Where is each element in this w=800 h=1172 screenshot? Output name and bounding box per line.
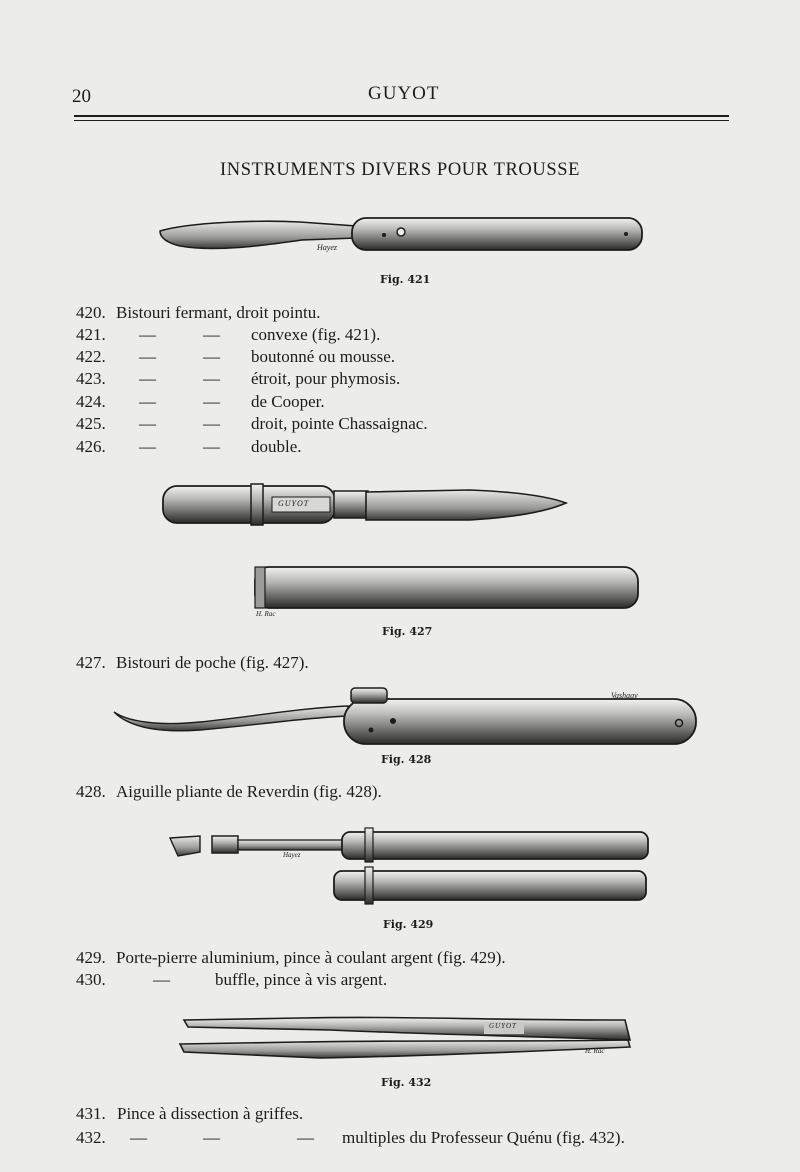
list-item (0, 391, 800, 413)
fig-432-forceps-drawing (180, 1017, 630, 1058)
fig-427-caption: Fig. 427 (382, 625, 433, 638)
list-item (0, 324, 800, 346)
fig-428-thumb-wheel (351, 688, 387, 703)
ditto-dash: — (139, 347, 156, 366)
item-text: étroit, pour phymosis. (251, 369, 401, 388)
item-number: 421. (76, 325, 106, 344)
fig-427-blade (366, 490, 566, 520)
fig-429-jaws (170, 836, 200, 856)
item-number: 425. (76, 414, 106, 433)
page-number: 20 (72, 86, 91, 107)
item-text: Bistouri fermant, droit pointu. (116, 303, 321, 322)
ditto-dash: — (203, 347, 220, 366)
fig-427-bolster (334, 491, 368, 518)
fig-429-holder-tube (342, 832, 648, 859)
ditto-dash: — (203, 414, 220, 433)
fig-429-cap-tube (334, 871, 646, 900)
fig-432-stamp: GUYOT (489, 1022, 517, 1030)
list-item (0, 368, 800, 390)
list-item (0, 947, 800, 969)
item-text: double. (251, 437, 302, 456)
fig-429-holder-collar (365, 828, 373, 862)
ditto-dash: — (297, 1128, 314, 1147)
fig-421-pivot (397, 228, 405, 236)
item-number: 432. (76, 1128, 106, 1147)
fig-427-sheath (255, 567, 638, 608)
item-number: 430. (76, 970, 106, 989)
item-number: 420. (76, 303, 106, 322)
fig-427-ferrule (251, 484, 263, 525)
list-item (0, 413, 800, 435)
item-text: boutonné ou mousse. (251, 347, 396, 366)
ditto-dash: — (203, 369, 220, 388)
ditto-dash: — (130, 1128, 147, 1147)
fig-432-lower-arm (180, 1040, 630, 1058)
ditto-dash: — (139, 414, 156, 433)
list-item (0, 781, 800, 803)
section-title: INSTRUMENTS DIVERS POUR TROUSSE (219, 160, 581, 180)
list-item (0, 969, 800, 991)
fig-432-engraver: H. Rac (585, 1047, 605, 1055)
item-number: 427. (76, 653, 106, 672)
fig-427-sheath-mouth (255, 567, 265, 608)
fig-421-handle (352, 218, 642, 250)
item-number: 424. (76, 392, 106, 411)
fig-429-engraver: Hayez (283, 851, 301, 859)
item-text: multiples du Professeur Quénu (fig. 432). (342, 1128, 625, 1147)
fig-427-engraver: H. Rac (256, 610, 276, 618)
fig-421-caption: Fig. 421 (380, 273, 431, 286)
item-number: 422. (76, 347, 106, 366)
ditto-dash: — (139, 437, 156, 456)
item-text: Porte-pierre aluminium, pince à coulant argent (fig. 429). (116, 948, 506, 967)
ditto-dash: — (203, 1128, 220, 1147)
fig-429-caption: Fig. 429 (383, 918, 434, 931)
item-text: droit, pointe Chassaignac. (251, 414, 428, 433)
fig-421-rivet-left (382, 233, 386, 237)
item-text: buffle, pince à vis argent. (215, 970, 388, 989)
ditto-dash: — (153, 970, 170, 989)
fig-428-reverdin-needle-drawing (114, 688, 696, 744)
fig-429-shaft (238, 840, 346, 850)
ditto-dash: — (203, 392, 220, 411)
ditto-dash: — (203, 325, 220, 344)
fig-428-needle (114, 706, 348, 731)
ditto-dash: — (139, 369, 156, 388)
item-number: 429. (76, 948, 106, 967)
fig-421-rivet-right (624, 232, 628, 236)
list-item (0, 1103, 800, 1125)
fig-427-stamp: GUYOT (278, 499, 310, 508)
list-item (0, 302, 800, 324)
fig-429-caustic-holder-drawing (170, 828, 648, 904)
ditto-dash: — (139, 325, 156, 344)
item-text: convexe (fig. 421). (251, 325, 381, 344)
fig-421-engraver: Hayez (317, 243, 337, 252)
list-item (0, 1127, 800, 1149)
fig-428-rivet-small (369, 728, 374, 733)
fig-428-engraver: Vashagy (611, 691, 638, 700)
list-item (0, 346, 800, 368)
fig-429-cap-collar (365, 867, 373, 904)
fig-428-rivet-left (390, 718, 396, 724)
item-text: Aiguille pliante de Reverdin (fig. 428). (116, 782, 382, 801)
fig-429-slide-ring (212, 836, 238, 853)
item-text: Bistouri de poche (fig. 427). (116, 653, 309, 672)
fig-432-caption: Fig. 432 (381, 1076, 432, 1089)
item-text: Pince à dissection à griffes. (117, 1104, 304, 1123)
item-text: de Cooper. (251, 392, 325, 411)
fig-432-upper-arm (184, 1017, 630, 1040)
running-head: GUYOT (368, 83, 440, 104)
ditto-dash: — (139, 392, 156, 411)
item-number: 428. (76, 782, 106, 801)
list-item (0, 652, 800, 674)
item-number: 431. (76, 1104, 106, 1123)
fig-421-scalpel-drawing (160, 218, 642, 250)
fig-428-handle (344, 699, 696, 744)
list-item (0, 436, 800, 458)
ditto-dash: — (203, 437, 220, 456)
fig-428-caption: Fig. 428 (381, 753, 432, 766)
fig-427-pocket-scalpel-drawing (163, 484, 638, 608)
item-number: 423. (76, 369, 106, 388)
item-number: 426. (76, 437, 106, 456)
